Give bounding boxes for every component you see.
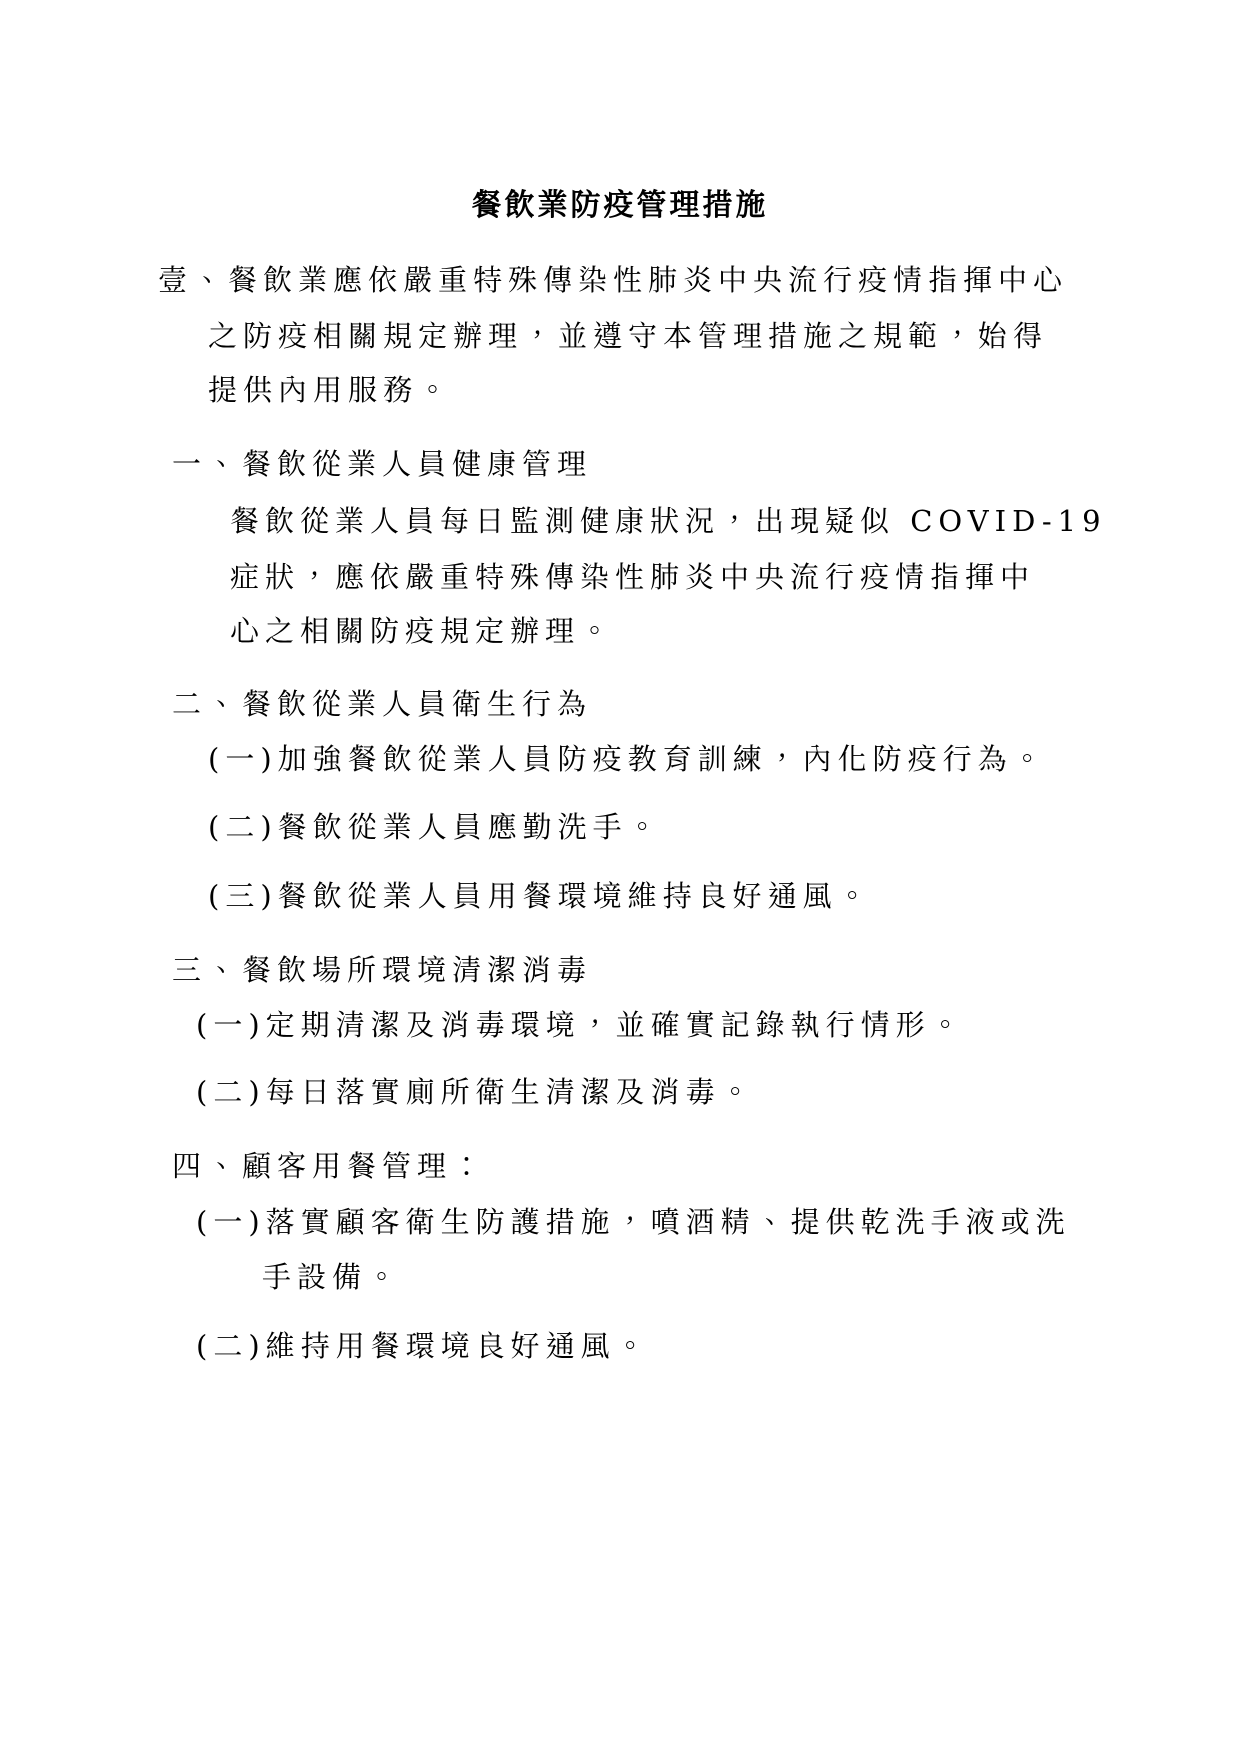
section-2-item-3: (三)餐飲從業人員用餐環境維持良好通風。: [208, 879, 873, 913]
section-4-item-1-continued: 手設備。: [262, 1260, 403, 1294]
preamble-line-2: 之防疫相關規定辦理，並遵守本管理措施之規範，始得: [208, 319, 1049, 353]
section-1-heading: 一、餐飲從業人員健康管理: [172, 447, 593, 481]
section-2-item-1: (一)加強餐飲從業人員防疫教育訓練，內化防疫行為。: [208, 742, 1048, 776]
section-3-item-1: (一)定期清潔及消毒環境，並確實記錄執行情形。: [196, 1008, 966, 1042]
document-title: 餐飲業防疫管理措施: [471, 188, 769, 223]
section-1-body-line-2: 症狀，應依嚴重特殊傳染性肺炎中央流行疫情指揮中: [230, 560, 1036, 594]
section-4-item-2: (二)維持用餐環境良好通風。: [196, 1329, 651, 1363]
section-1-body-line-3: 心之相關防疫規定辦理。: [230, 614, 616, 648]
preamble-line-3: 提供內用服務。: [208, 373, 454, 407]
section-4-item-1: (一)落實顧客衛生防護措施，噴酒精、提供乾洗手液或洗: [196, 1205, 1071, 1239]
section-2-item-2: (二)餐飲從業人員應勤洗手。: [208, 810, 663, 844]
section-1-body-line-1: 餐飲從業人員每日監測健康狀況，出現疑似 COVID-19: [230, 504, 1107, 538]
section-4-heading: 四、顧客用餐管理：: [172, 1149, 488, 1183]
section-3-heading: 三、餐飲場所環境清潔消毒: [172, 953, 593, 987]
preamble-line-1: 壹、餐飲業應依嚴重特殊傳染性肺炎中央流行疫情指揮中心: [158, 263, 1069, 297]
section-2-heading: 二、餐飲從業人員衛生行為: [172, 687, 593, 721]
section-3-item-2: (二)每日落實廁所衛生清潔及消毒。: [196, 1075, 756, 1109]
